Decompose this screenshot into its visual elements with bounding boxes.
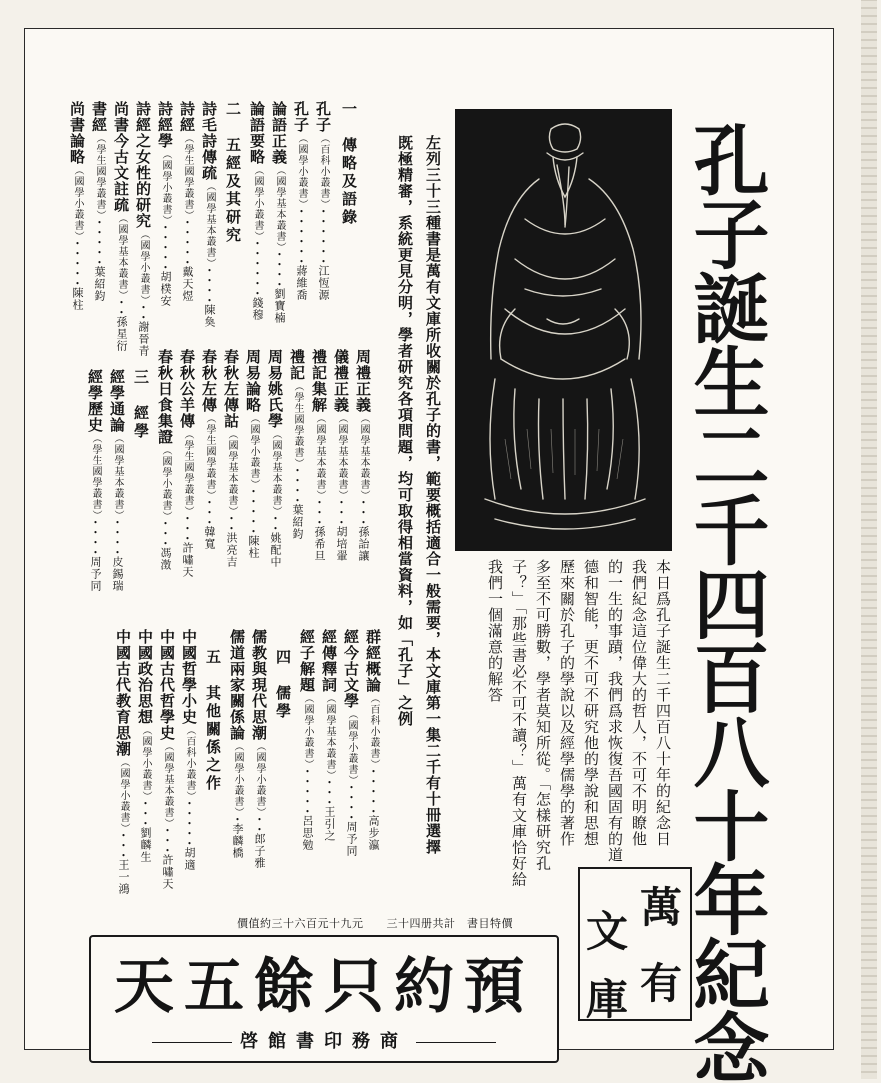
banner-headline: 天五餘只約預 (114, 952, 534, 1022)
headline: 孔子誕生二千四百八十年紀念 (681, 121, 770, 1083)
book-author: 胡樸安 (159, 271, 172, 307)
brand-box (578, 867, 692, 1024)
book-entry: 論語正義（國學基本叢書）・・・・劉寶楠 (270, 101, 288, 324)
book-title: 論語要略 (248, 101, 266, 165)
book-series: （國學基本叢書） (162, 741, 173, 824)
book-title: 詩經學 (156, 101, 174, 149)
book-title: 春秋左傳 (200, 349, 218, 413)
book-entry: 春秋左傳詁（國學基本叢書）・・洪亮吉 (222, 349, 240, 568)
book-series: （國學小叢書） (118, 757, 129, 829)
confucius-portrait (455, 109, 672, 551)
book-series: （國學基本叢書） (274, 165, 285, 248)
book-series: （國學基本叢書） (324, 693, 335, 776)
brand-char-2: 有 (639, 959, 682, 1008)
book-author: 錢穆 (251, 297, 264, 321)
book-author: 陳奐 (203, 304, 216, 328)
book-series: （學生國學叢書） (182, 429, 193, 512)
book-entry: 春秋左傳（學生國學叢書）・・・韓寬 (200, 349, 218, 550)
book-series: （國學基本叢書） (204, 181, 215, 264)
book-title: 經學歷史 (86, 369, 104, 433)
book-series: （學生國學叢書） (94, 133, 105, 216)
book-author: 葉紹鈞 (93, 266, 106, 302)
book-entry: 尚書論略（國學小叢書）・・・・・陳柱 (68, 101, 86, 311)
book-entry: 孔子（國學小叢書）・・・・・・蔣維喬 (292, 101, 310, 301)
book-series: （國學小叢書） (232, 741, 243, 813)
section-title-1: 一 傳略及語錄 (340, 101, 358, 227)
book-series: （國學小叢書） (252, 165, 263, 237)
book-series: （國學基本叢書） (314, 413, 325, 496)
book-entry: 經傳釋詞（國學基本叢書）・・・王引之 (320, 629, 338, 842)
book-author: 謝晉青 (137, 321, 150, 357)
book-title: 中國政治思想 (136, 629, 154, 725)
book-series: （國學基本叢書） (358, 413, 369, 496)
book-entry: 詩經之女性的研究（國學小叢書）・・謝晉青 (134, 101, 152, 357)
body-col-6: 多至不可勝數，學者莫知所從。「怎樣研究孔 (534, 559, 552, 872)
book-author: 郎子雅 (253, 833, 266, 869)
book-author: 蔣維喬 (295, 265, 308, 301)
book-entry: 中國古代教育思潮（國學小叢書）・・・王一鴻 (114, 629, 132, 895)
book-entry: 群經概論（百科小叢書）・・・・・高步瀛 (364, 629, 382, 851)
book-entry: 禮記（學生國學叢書）・・・・葉紹鈞 (288, 349, 306, 540)
book-series: （國學小叢書） (248, 413, 259, 485)
preorder-banner (89, 935, 559, 1063)
book-series: （國學小叢書） (160, 149, 171, 221)
book-title: 儀禮正義 (332, 349, 350, 413)
book-author: 孫星衍 (115, 316, 128, 352)
caption-col-1: 左列三十三種書是萬有文庫所收關於孔子的書，範要概括適合一般需要，本文庫第一集二千有十冊選擇 (424, 135, 442, 855)
book-entry: 中國政治思想（國學小叢書）・・・劉麟生 (136, 629, 154, 863)
book-entry: 論語要略（國學小叢書）・・・・・・錢穆 (248, 101, 266, 321)
page-edge (861, 0, 877, 1079)
book-author: 孫詒讓 (357, 526, 370, 562)
book-author: 呂思勉 (301, 815, 314, 851)
book-series: （國學基本叢書） (226, 429, 237, 512)
body-col-2: 我們紀念這位偉大的哲人，不可不明瞭他 (630, 559, 648, 847)
book-title: 周禮正義 (354, 349, 372, 413)
book-author: 胡培翬 (335, 526, 348, 562)
brand-char-3: 文 (586, 907, 629, 956)
confucius-figure-icon (455, 109, 672, 551)
book-author: 馮澂 (159, 547, 172, 571)
brand-char-4: 庫 (586, 975, 629, 1024)
book-series: （國學基本叢書） (336, 413, 347, 496)
book-entry: 孔子（百科小叢書）・・・・・・江恆源 (314, 101, 332, 301)
book-author: 戴天煜 (181, 266, 194, 302)
book-author: 姚配中 (269, 532, 282, 568)
body-col-4: 德和智能，更不可不研究他的學說和思想 (582, 559, 600, 847)
book-series: （百科小叢書） (184, 725, 195, 797)
body-col-7: 子？」「那些書必不可不讀？」萬有文庫恰好給 (510, 559, 528, 888)
price-line: 價值約三十六百元十九元 三十四册共計 書目特價 (237, 917, 513, 930)
book-title: 中國哲學小史 (180, 629, 198, 725)
brand-char-1: 萬 (639, 883, 682, 932)
book-title: 禮記 (288, 349, 306, 381)
book-series: （學生國學叢書） (182, 133, 193, 216)
book-title: 詩經之女性的研究 (134, 101, 152, 229)
book-entry: 尚書今古文註疏（國學基本叢書）・・孫星衍 (112, 101, 130, 352)
book-author: 劉寶楠 (273, 288, 286, 324)
book-author: 許嘯天 (181, 542, 194, 578)
book-series: （國學小叢書） (138, 229, 149, 301)
book-title: 詩毛詩傳疏 (200, 101, 218, 181)
book-author: 葉紹鈞 (291, 504, 304, 540)
book-entry: 周禮正義（國學基本叢書）・・・孫詒讓 (354, 349, 372, 562)
book-title: 群經概論 (364, 629, 382, 693)
book-entry: 詩毛詩傳疏（國學基本叢書）・・・・陳奐 (200, 101, 218, 328)
book-title: 孔子 (292, 101, 310, 133)
book-entry: 經學歷史（學生國學叢書）・・・・周予同 (86, 369, 104, 592)
book-author: 周予同 (89, 556, 102, 592)
book-entry: 中國古代哲學史（國學基本叢書）・・・許嘯天 (158, 629, 176, 890)
book-author: 皮錫瑞 (111, 556, 124, 592)
book-author: 許嘯天 (161, 854, 174, 890)
book-entry: 周易論略（國學小叢書）・・・・・陳柱 (244, 349, 262, 559)
book-series: （國學小叢書） (296, 133, 307, 205)
book-title: 孔子 (314, 101, 332, 133)
book-entry: 禮記集解（國學基本叢書）・・・孫希旦 (310, 349, 328, 562)
book-author: 劉麟生 (139, 827, 152, 863)
publisher-name: 啓館書印務商 (91, 1027, 557, 1053)
body-col-8: 我們一個滿意的解答 (486, 559, 504, 703)
book-entry: 經學通論（國學基本叢書）・・・・皮錫瑞 (108, 369, 126, 592)
book-title: 詩經 (178, 101, 196, 133)
book-author: 韓寬 (203, 526, 216, 550)
book-series: （國學小叢書） (302, 693, 313, 765)
newspaper-page (24, 28, 834, 1083)
book-entry: 春秋公羊傳（學生國學叢書）・・・許嘯天 (178, 349, 196, 578)
body-col-3: 的一生的事蹟，我們爲求恢復吾國固有的道 (606, 559, 624, 863)
book-series: （學生國學叢書） (292, 381, 303, 464)
book-title: 書經 (90, 101, 108, 133)
book-series: （國學基本叢書） (116, 213, 127, 296)
book-author: 高步瀛 (367, 815, 380, 851)
book-series: （國學小叢書） (254, 741, 265, 813)
book-author: 王一鴻 (117, 859, 130, 895)
book-title: 中國古代教育思潮 (114, 629, 132, 757)
book-series: （百科小叢書） (368, 693, 379, 765)
book-author: 江恆源 (317, 265, 330, 301)
book-title: 尚書今古文註疏 (112, 101, 130, 213)
book-entry: 書經（學生國學叢書）・・・・・葉紹鈞 (90, 101, 108, 302)
book-series: （國學基本叢書） (112, 433, 123, 516)
book-series: （國學小叢書） (72, 165, 83, 237)
book-title: 春秋日食集證 (156, 349, 174, 445)
book-series: （學生國學叢書） (204, 413, 215, 496)
book-author: 王引之 (323, 806, 336, 842)
book-entry: 儒教與現代思潮（國學小叢書）・・郎子雅 (250, 629, 268, 869)
book-series: （百科小叢書） (318, 133, 329, 205)
caption-col-2: 既極精審，系統更見分明，學者研究各項問題，均可取得相當資料，如「孔子」之例 (396, 135, 414, 727)
book-title: 經子解題 (298, 629, 316, 693)
book-entry: 春秋日食集證（國學小叢書）・・・馮澂 (156, 349, 174, 571)
book-series: （國學小叢書） (160, 445, 171, 517)
book-author: 陳柱 (71, 287, 84, 311)
book-title: 周易姚氏學 (266, 349, 284, 429)
book-author: 洪亮吉 (225, 532, 238, 568)
book-title: 論語正義 (270, 101, 288, 165)
book-title: 春秋公羊傳 (178, 349, 196, 429)
book-title: 春秋左傳詁 (222, 349, 240, 429)
book-series: （學生國學叢書） (90, 433, 101, 516)
body-col-1: 本日爲孔子誕生二千四百八十年的紀念日 (654, 559, 672, 847)
book-series: （國學基本叢書） (270, 429, 281, 512)
book-title: 周易論略 (244, 349, 262, 413)
book-author: 陳柱 (247, 535, 260, 559)
book-title: 經傳釋詞 (320, 629, 338, 693)
section-title-3: 三 經學 (132, 369, 150, 441)
book-entry: 中國哲學小史（百科小叢書）・・・・・胡適 (180, 629, 198, 871)
book-title: 儒道兩家關係論 (228, 629, 246, 741)
book-entry: 詩經學（國學小叢書）・・・・・胡樸安 (156, 101, 174, 307)
book-author: 孫希旦 (313, 526, 326, 562)
book-title: 經今古文學 (342, 629, 360, 709)
book-title: 禮記集解 (310, 349, 328, 413)
section-title-5: 五 其他關係之作 (204, 649, 222, 793)
book-title: 儒教與現代思潮 (250, 629, 268, 741)
book-entry: 儀禮正義（國學基本叢書）・・・胡培翬 (332, 349, 350, 562)
book-author: 李麟橋 (231, 823, 244, 859)
book-title: 尚書論略 (68, 101, 86, 165)
body-col-5: 歷來關於孔子的學說以及經學儒學的著作 (558, 559, 576, 847)
book-entry: 詩經（學生國學叢書）・・・・・戴天煜 (178, 101, 196, 302)
book-series: （國學小叢書） (140, 725, 151, 797)
section-title-2: 二 五經及其研究 (224, 101, 242, 245)
book-title: 中國古代哲學史 (158, 629, 176, 741)
book-entry: 儒道兩家關係論（國學小叢書）・李麟橋 (228, 629, 246, 859)
book-series: （國學小叢書） (346, 709, 357, 781)
book-author: 周予同 (345, 821, 358, 857)
book-author: 胡適 (183, 847, 196, 871)
book-entry: 經今古文學（國學小叢書）・・・・周予同 (342, 629, 360, 857)
book-entry: 周易姚氏學（國學基本叢書）・・姚配中 (266, 349, 284, 568)
section-title-4: 四 儒學 (274, 649, 292, 721)
book-title: 經學通論 (108, 369, 126, 433)
book-entry: 經子解題（國學小叢書）・・・・・呂思勉 (298, 629, 316, 851)
